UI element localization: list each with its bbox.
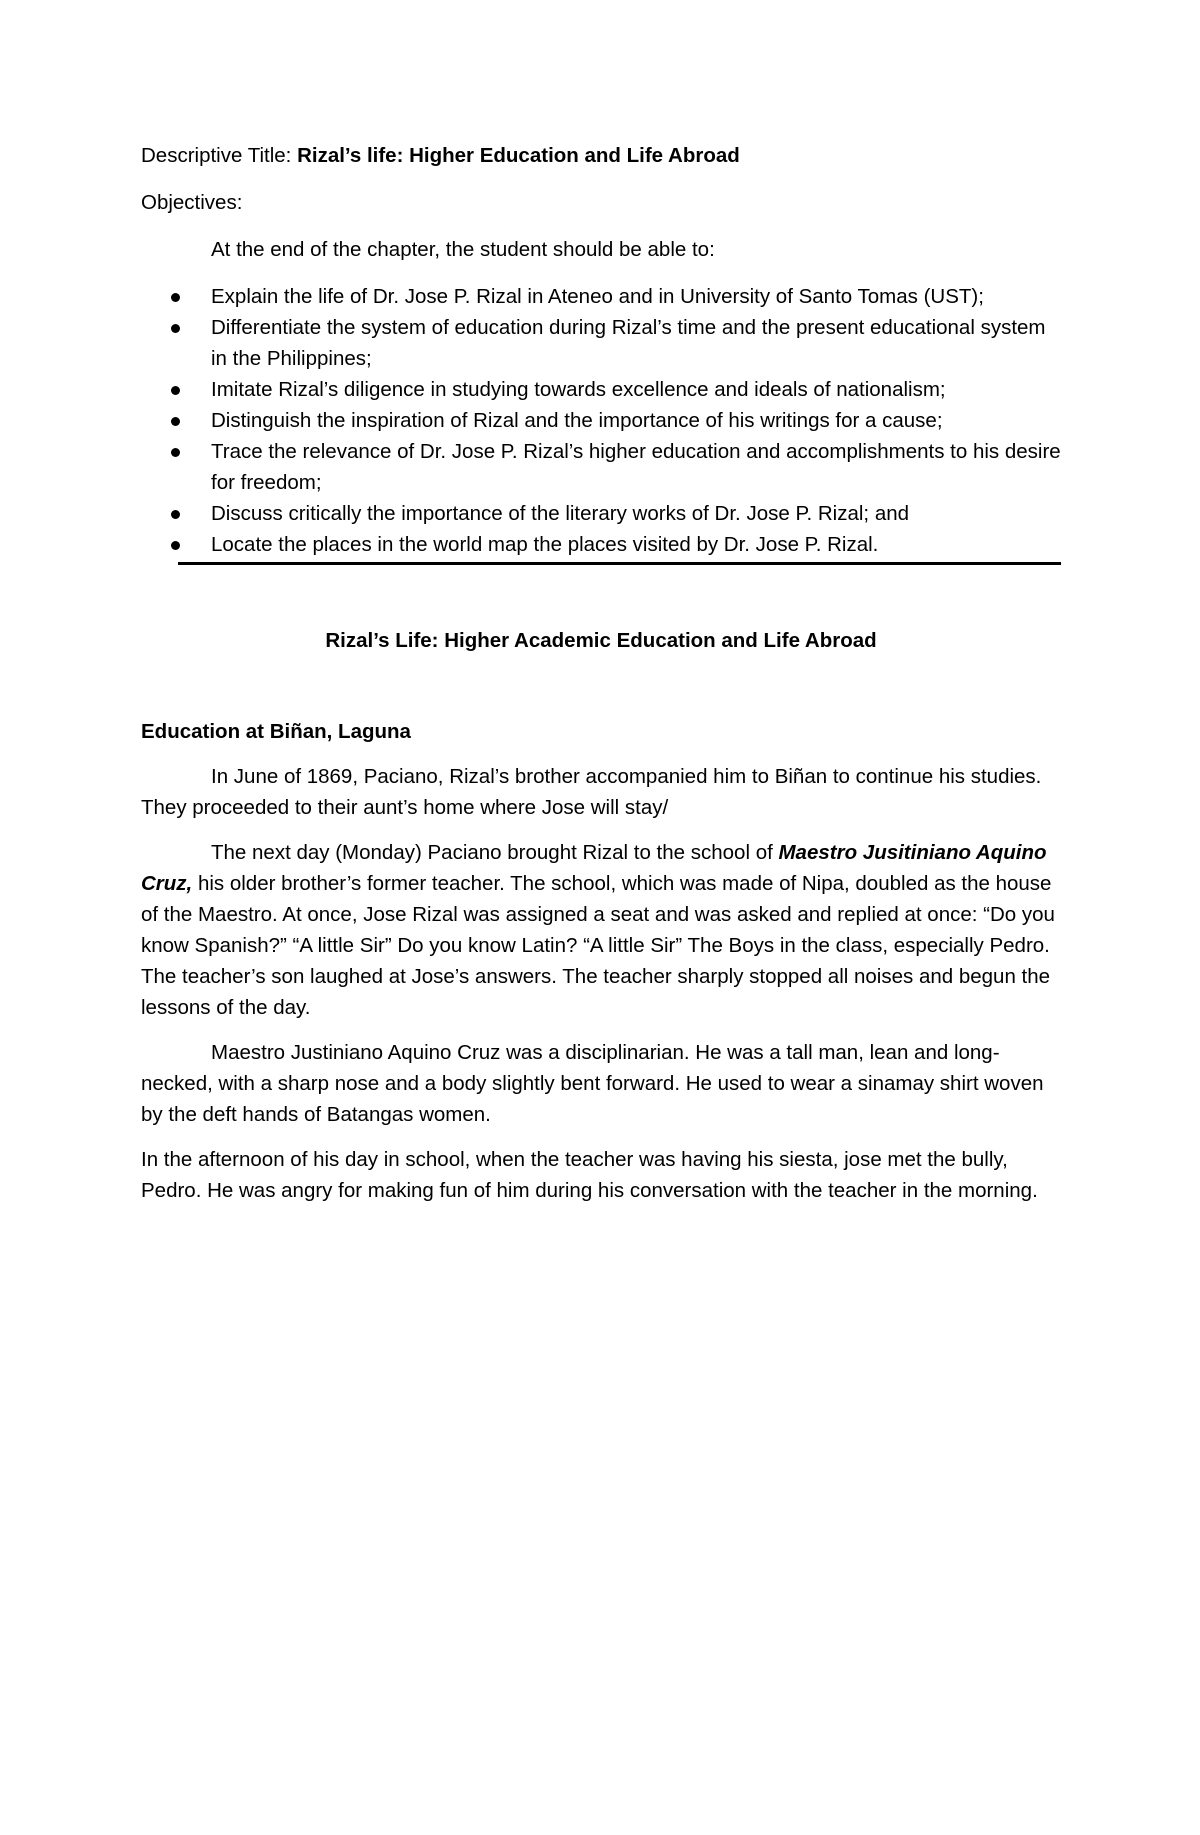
objective-text: Locate the places in the world map the places visited by Dr. Jose P. Rizal.	[211, 533, 879, 556]
objective-text: Explain the life of Dr. Jose P. Rizal in Ateneo and in University of Santo Tomas (UST);	[211, 285, 984, 308]
objective-text: Trace the relevance of Dr. Jose P. Rizal’s higher education and accomplishments to his desire for freedom;	[211, 440, 1061, 494]
paragraph-3: Maestro Justiniano Aquino Cruz was a disciplinarian. He was a tall man, lean and long-necked, with a sharp nose and a body slightly bent forward. He used to wear a sinamay shirt woven by the deft hands of Batangas women.	[141, 1041, 1044, 1126]
objective-text: Discuss critically the importance of the literary works of Dr. Jose P. Rizal; and	[211, 502, 910, 525]
objectives-list	[141, 281, 1061, 560]
objective-item	[141, 436, 1061, 498]
bullet-icon	[171, 386, 180, 395]
descriptive-title: Rizal’s life: Higher Education and Life Abroad	[297, 144, 740, 167]
objective-item	[141, 529, 1061, 560]
section-title: Rizal’s Life: Higher Academic Education and Life Abroad	[325, 629, 877, 652]
descriptive-title-label: Descriptive Title:	[141, 144, 298, 167]
bullet-icon	[171, 510, 180, 519]
objective-item	[141, 498, 1061, 529]
bullet-icon	[171, 324, 180, 333]
descriptive-title-line	[141, 140, 1061, 171]
objective-item	[141, 405, 1061, 436]
paragraph-2-rest: his older brother’s former teacher. The school, which was made of Nipa, doubled as the house of the Maestro. At once, Jose Rizal was assigned a seat and was asked and replied at once: “Do you know Spanish?” “A little Sir” Do you know Latin? “A little Sir” The Boys in the class, especially Pedro. The teacher’s son laughed at Jose’s answers. The teacher sharply stopped all noises and begun the lessons of the day.	[141, 872, 1055, 1019]
paragraph-2-start: The next day (Monday) Paciano brought Rizal to the school of	[211, 841, 779, 864]
bullet-icon	[171, 448, 180, 457]
paragraph-2	[141, 837, 1061, 1023]
bullet-icon	[171, 417, 180, 426]
objective-text: Imitate Rizal’s diligence in studying towards excellence and ideals of nationalism;	[211, 378, 946, 401]
objective-item	[141, 281, 1061, 312]
paragraph-1: In June of 1869, Paciano, Rizal’s brother accompanied him to Biñan to continue his studies. They proceeded to their aunt’s home where Jose will stay/	[141, 765, 1042, 819]
objectives-intro: At the end of the chapter, the student should be able to:	[211, 238, 715, 261]
objective-text: Differentiate the system of education during Rizal’s time and the present educational system in the Philippines;	[211, 316, 1046, 370]
teacher-name-emphasis: Maestro Jusitiniano Aquino Cruz,	[141, 841, 1047, 895]
objective-text: Distinguish the inspiration of Rizal and the importance of his writings for a cause;	[211, 409, 943, 432]
objective-item	[141, 312, 1061, 374]
horizontal-divider	[178, 562, 1061, 565]
objective-item	[141, 374, 1061, 405]
objectives-label: Objectives:	[141, 191, 243, 214]
bullet-icon	[171, 293, 180, 302]
subheading-binan: Education at Biñan, Laguna	[141, 720, 411, 743]
paragraph-4: In the afternoon of his day in school, when the teacher was having his siesta, jose met the bully, Pedro. He was angry for making fun of him during his conversation with the teacher in the morning.	[141, 1148, 1038, 1202]
document-content	[141, 140, 1061, 1220]
bullet-icon	[171, 541, 180, 550]
